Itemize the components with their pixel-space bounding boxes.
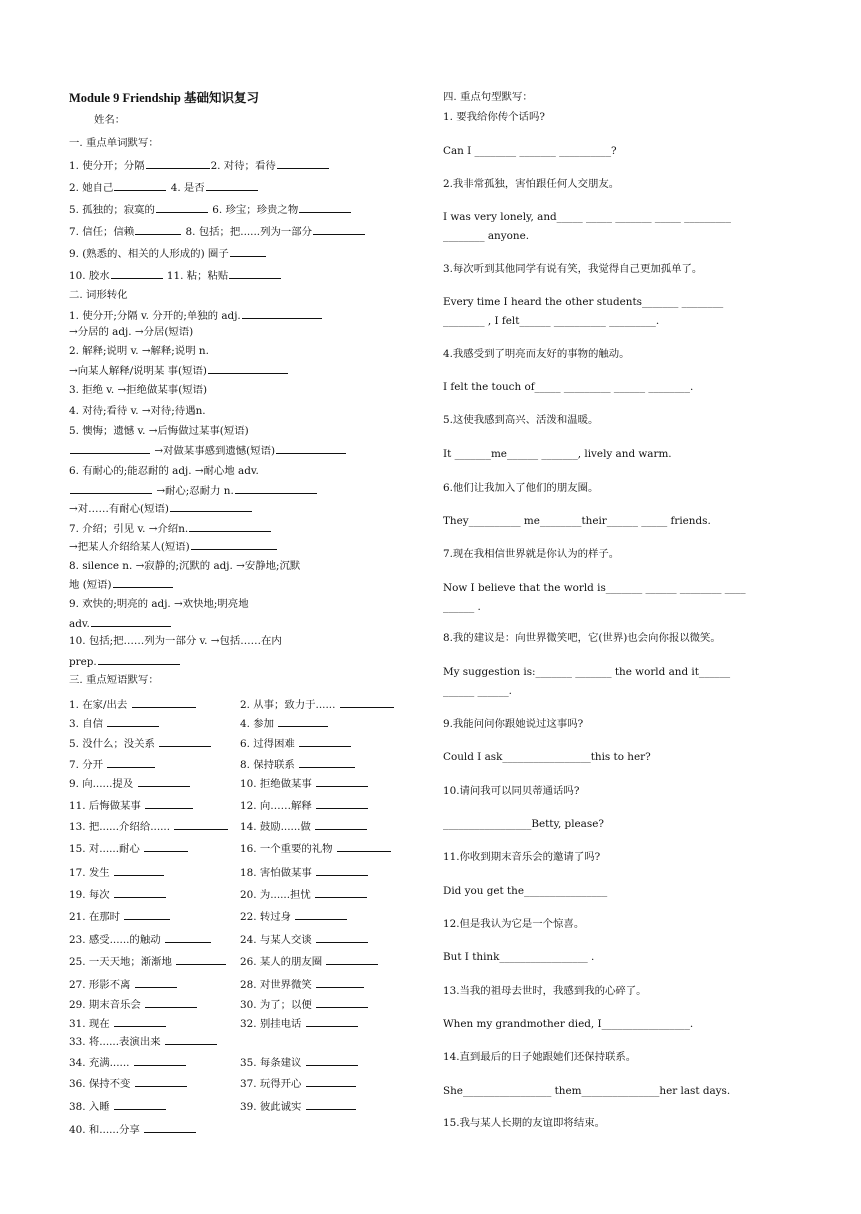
sentence-answer-line: _________________Betty, please?	[443, 818, 604, 830]
phrase-item: 5. 没什么；没关系	[69, 736, 212, 751]
sentence-answer-line: My suggestion is:_______ _______ the world and it______	[443, 666, 731, 678]
phrase-item: 26. 某人的朋友圈	[240, 954, 379, 969]
phrase-item: 10. 拒绝做某事	[240, 776, 369, 791]
sentence-prompt: 6.他们让我加入了他们的朋友圈。	[443, 482, 599, 494]
sentence-prompt: 2.我非常孤独，害怕跟任何人交朋友。	[443, 178, 620, 190]
sentence-prompt: 5.这使我感到高兴、活泼和温暖。	[443, 414, 599, 426]
sentence-prompt: 11.你收到期末音乐会的邀请了吗?	[443, 851, 601, 863]
phrase-item: 39. 彼此诚实	[240, 1099, 357, 1114]
phrase-item: 17. 发生	[69, 865, 165, 880]
conversion-line: 4. 对待;看待 v. →对待;待遇n.	[69, 405, 206, 417]
section4-heading: 四. 重点句型默写：	[443, 91, 533, 103]
conversion-line: →对……有耐心(短语)	[69, 501, 253, 516]
phrase-item: 7. 分开	[69, 757, 156, 772]
phrase-item: 31. 现在	[69, 1016, 167, 1031]
sentence-answer-line: Did you get the________________	[443, 885, 608, 897]
phrase-item: 35. 每条建议	[240, 1055, 359, 1070]
phrase-item: 4. 参加	[240, 716, 329, 731]
section2-heading: 二. 词形转化	[69, 289, 128, 301]
conversion-line: 2. 解释;说明 v. →解释;说明 n.	[69, 345, 209, 357]
word-line: 7. 信任；信赖 8. 包括；把......列为一部分	[69, 224, 366, 239]
conversion-line: 5. 懊悔；遗憾 v. →后悔做过某事(短语)	[69, 425, 249, 437]
sentence-answer-line: It _______me______ _______, lively and warm.	[443, 448, 672, 460]
conversion-line: 1. 使分开;分隔 v. 分开的;单独的 adj.	[69, 308, 323, 323]
phrase-item: 37. 玩得开心	[240, 1076, 357, 1091]
sentence-answer-line: Now I believe that the world is_______ ______ ________ ____	[443, 582, 746, 594]
phrase-item: 6. 过得困难	[240, 736, 352, 751]
sentence-answer-line: Every time I heard the other students_______ ________	[443, 296, 724, 308]
section3-heading: 三. 重点短语默写：	[69, 674, 159, 686]
sentence-prompt: 10.请问我可以同贝蒂通话吗?	[443, 785, 580, 797]
phrase-item: 25. 一天天地；渐渐地	[69, 954, 227, 969]
phrase-item: 2. 从事；致力于......	[240, 697, 395, 712]
phrase-item: 36. 保持不变	[69, 1076, 188, 1091]
conversion-line: →对做某事感到遗憾(短语)	[69, 443, 347, 458]
sentence-answer-line: But I think_________________ .	[443, 951, 595, 963]
sentence-answer-line: ______ .	[443, 601, 481, 613]
phrase-item: 13. 把......介绍给......	[69, 819, 229, 834]
conversion-line: 9. 欢快的;明亮的 adj. →欢快地;明亮地	[69, 598, 249, 610]
phrase-item: 18. 害怕做某事	[240, 865, 369, 880]
sentence-answer-line: ________ anyone.	[443, 230, 530, 242]
sentence-answer-line: She_________________ them_______________her last days.	[443, 1085, 731, 1097]
phrase-item: 30. 为了；以便	[240, 997, 369, 1012]
sentence-answer-line: Can I ________ _______ __________?	[443, 145, 617, 157]
word-line: 9. (熟悉的、相关的人形成的) 圈子	[69, 246, 267, 261]
conversion-line: 地 (短语)	[69, 577, 174, 592]
conversion-line: 3. 拒绝 v. →拒绝做某事(短语)	[69, 384, 208, 396]
phrase-item: 29. 期末音乐会	[69, 997, 198, 1012]
phrase-item: 27. 形影不离	[69, 977, 178, 992]
conversion-line: 6. 有耐心的;能忍耐的 adj. →耐心地 adv.	[69, 465, 259, 477]
phrase-item: 32. 别挂电话	[240, 1016, 359, 1031]
conversion-line: 8. silence n. →寂静的;沉默的 adj. →安静地;沉默	[69, 560, 301, 572]
conversion-line: 7. 介绍；引见 v. →介绍n.	[69, 521, 272, 536]
sentence-answer-line: When my grandmother died, I_________________.	[443, 1018, 694, 1030]
conversion-line: 10. 包括;把……列为一部分 v. →包括……在内	[69, 635, 282, 647]
phrase-item: 40. 和......分享	[69, 1122, 197, 1137]
phrase-item: 11. 后悔做某事	[69, 798, 194, 813]
conversion-line: →向某人解释/说明某 事(短语)	[69, 363, 289, 378]
phrase-item: 8. 保持联系	[240, 757, 356, 772]
sentence-prompt: 15.我与某人长期的友谊即将结束。	[443, 1117, 605, 1129]
sentence-prompt: 12.但是我认为它是一个惊喜。	[443, 918, 585, 930]
phrase-item: 22. 转过身	[240, 909, 348, 924]
sentence-prompt: 1. 要我给你传个话吗?	[443, 111, 545, 123]
sentence-prompt: 7.现在我相信世界就是你认为的样子。	[443, 548, 620, 560]
phrase-item: 24. 与某人交谈	[240, 932, 369, 947]
phrase-item: 34. 充满......	[69, 1055, 187, 1070]
sentence-prompt: 14.直到最后的日子她跟她们还保持联系。	[443, 1051, 637, 1063]
word-line: 2. 她自己 4. 是否	[69, 180, 259, 195]
phrase-item: 16. 一个重要的礼物	[240, 841, 392, 856]
sentence-answer-line: ______ ______.	[443, 685, 512, 697]
phrase-item: 23. 感受......的触动	[69, 932, 212, 947]
conversion-line: →耐心;忍耐力 n.	[69, 483, 318, 498]
phrase-item: 19. 每次	[69, 887, 167, 902]
phrase-item: 21. 在那时	[69, 909, 171, 924]
phrase-item: 15. 对......耐心	[69, 841, 189, 856]
sentence-prompt: 8.我的建议是：向世界微笑吧，它(世界)也会向你报以微笑。	[443, 632, 721, 644]
phrase-item: 3. 自信	[69, 716, 160, 731]
name-label: 姓名：	[94, 114, 126, 126]
phrase-item: 20. 为......担忧	[240, 887, 368, 902]
phrase-item: 9. 向......提及	[69, 776, 191, 791]
phrase-item: 28. 对世界微笑	[240, 977, 365, 992]
page-title: Module 9 Friendship 基础知识复习	[69, 91, 259, 105]
sentence-prompt: 9.我能问问你跟她说过这事吗?	[443, 718, 584, 730]
word-line: 10. 胶水 11. 粘；粘贴	[69, 268, 282, 283]
phrase-item: 33. 将......表演出来	[69, 1034, 218, 1049]
sentence-answer-line: Could I ask_________________this to her?	[443, 751, 651, 763]
conversion-line: →分居的 adj. →分居(短语)	[69, 326, 194, 338]
section1-heading: 一. 重点单词默写：	[69, 137, 159, 149]
sentence-answer-line: I was very lonely, and_____ _____ _______ _____ _________	[443, 211, 731, 223]
word-line: 1. 使分开；分隔 2. 对待；看待	[69, 158, 330, 173]
phrase-item: 38. 入睡	[69, 1099, 167, 1114]
phrase-item: 1. 在家/出去	[69, 697, 197, 712]
word-line: 5. 孤独的；寂寞的 6. 珍宝；珍贵之物	[69, 202, 352, 217]
phrase-item: 14. 鼓励......做	[240, 819, 368, 834]
phrase-item: 12. 向……解释	[240, 798, 369, 813]
conversion-line: →把某人介绍给某人(短语)	[69, 539, 278, 554]
sentence-prompt: 13.当我的祖母去世时，我感到我的心碎了。	[443, 985, 647, 997]
conversion-line: prep.	[69, 654, 181, 669]
conversion-line: adv.	[69, 616, 172, 631]
sentence-prompt: 3.每次听到其他同学有说有笑，我觉得自己更加孤单了。	[443, 263, 703, 275]
sentence-answer-line: ________ , I felt______ __________ _________.	[443, 315, 660, 327]
sentence-answer-line: I felt the touch of_____ _________ ______ ________.	[443, 381, 694, 393]
sentence-prompt: 4.我感受到了明亮而友好的事物的触动。	[443, 348, 630, 360]
sentence-answer-line: They__________ me________their______ _____ friends.	[443, 515, 711, 527]
